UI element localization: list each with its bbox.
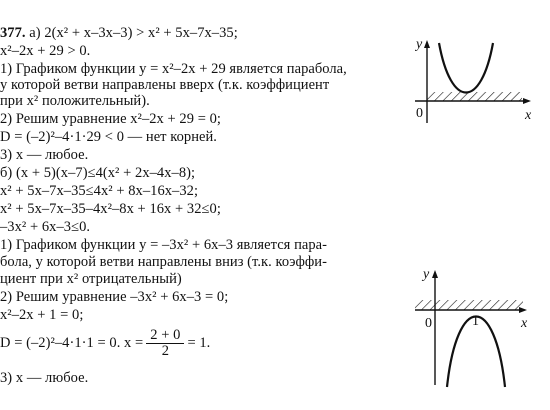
a-line-7: D = (–2)²–4·1·29 < 0 — нет корней. [0,129,217,145]
a-line-2: x²–2x + 29 > 0. [0,43,91,59]
fraction-numerator: 2 + 0 [146,328,184,344]
origin-label: 0 [425,316,432,331]
y-axis-arrow-icon [432,270,438,278]
hatched-region [415,300,523,310]
root-label: 1 [472,314,479,329]
x-axis-label: x [525,108,532,123]
x-axis-arrow-icon [523,98,531,104]
b-line-11: 3) x — любое. [0,370,89,386]
a-line-3: 1) Графиком функции y = x²–2x + 29 является парабола, [0,61,347,77]
fraction [146,328,184,359]
fraction-denominator: 2 [161,343,169,359]
y-axis-label: y [423,267,430,282]
b-line-9: x²–2x + 1 = 0; [0,307,84,323]
graph-upward-parabola [415,35,545,130]
a-line-6: 2) Решим уравнение x²–2x + 29 = 0; [0,111,221,127]
a-line-5: при x² положительный). [0,93,150,109]
b-line-7: циент при x² отрицательный) [0,271,182,287]
b-line-8: 2) Решим уравнение –3x² + 6x–3 = 0; [0,289,229,305]
b-line-1: б) (x + 5)(x–7)≤4(x² + 2x–4x–8); [0,165,196,181]
hatched-region [427,92,522,101]
a-line-1: 377. а) 2(x² + x–3x–3) > x² + 5x–7x–35; [0,25,238,41]
b-line-4: –3x² + 6x–3≤0. [0,219,91,235]
y-axis-label: y [416,37,423,52]
a-line-8: 3) x — любое. [0,147,89,163]
b-line-5: 1) Графиком функции y = –3x² + 6x–3 является пара- [0,237,328,253]
b-line-3: x² + 5x–7x–35–4x²–8x + 16x + 32≤0; [0,201,221,217]
b-line-2: x² + 5x–7x–35≤4x² + 8x–16x–32; [0,183,199,199]
y-axis-arrow-icon [424,40,430,48]
parabola-curve [439,43,493,93]
graph-downward-parabola [415,265,545,390]
b-line-10: D = (–2)²–4·1·1 = 0. x = $\frac{2 + 0}{2}$ = 1. [0,327,211,359]
b-line-6: бола, у которой ветви направлены вниз (т.к. коэффи- [0,254,327,270]
x-axis-label: x [521,316,528,331]
a-line-4: у которой ветви направлены вверх (т.к. коэффициент [0,77,330,93]
origin-label: 0 [416,106,423,121]
